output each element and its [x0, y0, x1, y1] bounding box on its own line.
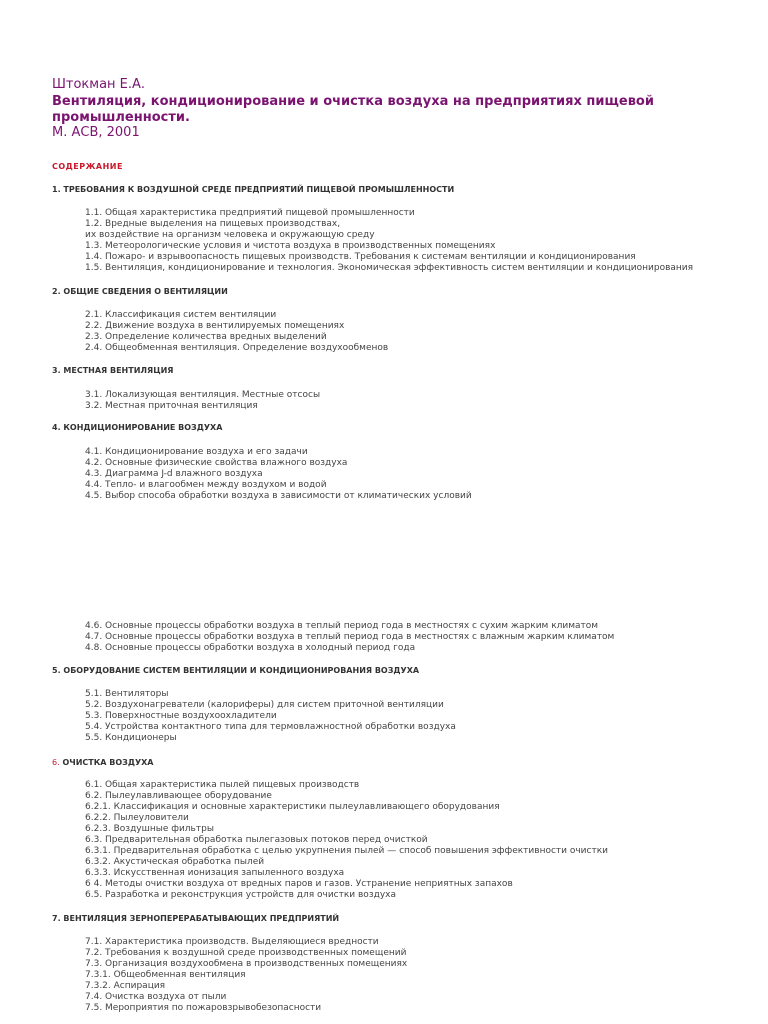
toc-item[interactable]: 7.1. Характеристика производств. Выделяющиеся вредности [85, 937, 379, 947]
toc-item[interactable]: 1.5. Вентиляция, кондиционирование и технология. Экономическая эффективность систем вентиляции и кондиционирования [85, 263, 694, 273]
toc-item[interactable]: 5.2. Воздухонагреватели (калориферы) для систем приточной вентиляции [85, 700, 444, 710]
toc-item[interactable]: 4.5. Выбор способа обработки воздуха в зависимости от климатических условий [85, 491, 472, 501]
toc-item[interactable]: 6.3. Предварительная обработка пылегазовых потоков перед очисткой [85, 835, 428, 845]
section-heading-3[interactable]: 3. МЕСТНАЯ ВЕНТИЛЯЦИЯ [52, 366, 174, 375]
toc-item[interactable]: 2.2. Движение воздуха в вентилируемых помещениях [85, 321, 345, 331]
toc-item[interactable]: 6.3.3. Искусственная ионизация запыленного воздуха [85, 868, 345, 878]
toc-item[interactable]: 2.3. Определение количества вредных выделений [85, 332, 327, 342]
toc-item[interactable]: 4.8. Основные процессы обработки воздуха в холодный период года [85, 643, 416, 653]
section-heading-7[interactable]: 7. ВЕНТИЛЯЦИЯ ЗЕРНОПЕРЕРАБАТЫВАЮЩИХ ПРЕДПРИЯТИЙ [52, 914, 340, 923]
toc-item[interactable]: 6.2.1. Классификация и основные характеристики пылеулавливающего оборудования [85, 802, 500, 812]
toc-item[interactable]: 5.4. Устройства контактного типа для термовлажностной обработки воздуха [85, 722, 456, 732]
section-heading-1[interactable]: 1. ТРЕБОВАНИЯ К ВОЗДУШНОЙ СРЕДЕ ПРЕДПРИЯТИЙ ПИЩЕВОЙ ПРОМЫШЛЕННОСТИ [52, 185, 455, 194]
toc-item[interactable]: 6.1. Общая характеристика пылей пищевых производств [85, 780, 360, 790]
toc-item[interactable]: 2.1. Классификация систем вентиляции [85, 310, 277, 320]
toc-item[interactable]: их воздействие на организм человека и окружающую среду [85, 230, 375, 240]
contents-heading: СОДЕРЖАНИЕ [52, 162, 123, 171]
toc-item[interactable]: 4.2. Основные физические свойства влажного воздуха [85, 458, 348, 468]
toc-item[interactable]: 5.3. Поверхностные воздухоохладители [85, 711, 277, 721]
toc-item[interactable]: 7.3.1. Общеобменная вентиляция [85, 970, 246, 980]
section-title: ОЧИСТКА ВОЗДУХА [62, 758, 154, 767]
toc-item[interactable]: 7.5. Мероприятия по пожаровзрывобезопасности [85, 1003, 322, 1013]
toc-item[interactable]: 1.2. Вредные выделения на пищевых производствах, [85, 219, 341, 229]
toc-item[interactable]: 1.3. Метеорологические условия и чистота воздуха в производственных помещениях [85, 241, 496, 251]
toc-item[interactable]: 3.2. Местная приточная вентиляция [85, 401, 258, 411]
toc-item[interactable]: 5.5. Кондиционеры [85, 733, 177, 743]
toc-item[interactable]: 7.3. Организация воздухообмена в производственных помещениях [85, 959, 408, 969]
toc-item[interactable]: 4.1. Кондиционирование воздуха и его задачи [85, 447, 308, 457]
section-heading-6[interactable] [52, 758, 153, 767]
toc-item[interactable]: 6.3.1. Предварительная обработка с целью укрупнения пылей — способ повышения эффективности очистки [85, 846, 609, 856]
toc-item[interactable]: 6.2. Пылеулавливающее оборудование [85, 791, 272, 801]
section-heading-2[interactable]: 2. ОБЩИЕ СВЕДЕНИЯ О ВЕНТИЛЯЦИИ [52, 287, 228, 296]
section-number: 6. [52, 758, 60, 767]
toc-item[interactable]: 1.1. Общая характеристика предприятий пищевой промышленности [85, 208, 415, 218]
toc-item[interactable]: 6.2.2. Пылеуловители [85, 813, 189, 823]
toc-item[interactable]: 6.3.2. Акустическая обработка пылей [85, 857, 265, 867]
toc-item[interactable]: 4.7. Основные процессы обработки воздуха в теплый период года в местностях с влажным жарким климатом [85, 632, 615, 642]
book-publication: М. АСВ, 2001 [52, 125, 140, 140]
book-title: Вентиляция, кондиционирование и очистка воздуха на предприятиях пищевой промышленности. [52, 94, 654, 125]
toc-item[interactable]: 6 4. Методы очистки воздуха от вредных паров и газов. Устранение неприятных запахов [85, 879, 513, 889]
toc-item[interactable]: 3.1. Локализующая вентиляция. Местные отсосы [85, 390, 321, 400]
toc-item[interactable]: 7.3.2. Аспирация [85, 981, 166, 991]
toc-item[interactable]: 6.2.3. Воздушные фильтры [85, 824, 214, 834]
toc-item[interactable]: 7.4. Очистка воздуха от пыли [85, 992, 227, 1002]
section-heading-5[interactable]: 5. ОБОРУДОВАНИЕ СИСТЕМ ВЕНТИЛЯЦИИ И КОНДИЦИОНИРОВАНИЯ ВОЗДУХА [52, 666, 420, 675]
book-author: Штокман Е.А. [52, 77, 146, 92]
toc-item[interactable]: 6.5. Разработка и реконструкция устройств для очистки воздуха [85, 890, 396, 900]
toc-item[interactable]: 1.4. Пожаро- и взрывоопасность пищевых производств. Требования к системам вентиляции и кондиционирования [85, 252, 636, 262]
toc-item[interactable]: 4.4. Тепло- и влагообмен между воздухом и водой [85, 480, 327, 490]
toc-item[interactable]: 4.3. Диаграмма J-d влажного воздуха [85, 469, 263, 479]
section-heading-4[interactable]: 4. КОНДИЦИОНИРОВАНИЕ ВОЗДУХА [52, 423, 223, 432]
toc-item[interactable]: 7.2. Требования к воздушной среде производственных помещений [85, 948, 407, 958]
toc-item[interactable]: 2.4. Общеобменная вентиляция. Определение воздухообменов [85, 343, 389, 353]
toc-item[interactable]: 5.1. Вентиляторы [85, 689, 169, 699]
toc-item[interactable]: 4.6. Основные процессы обработки воздуха в теплый период года в местностях с сухим жарким климатом [85, 621, 599, 631]
